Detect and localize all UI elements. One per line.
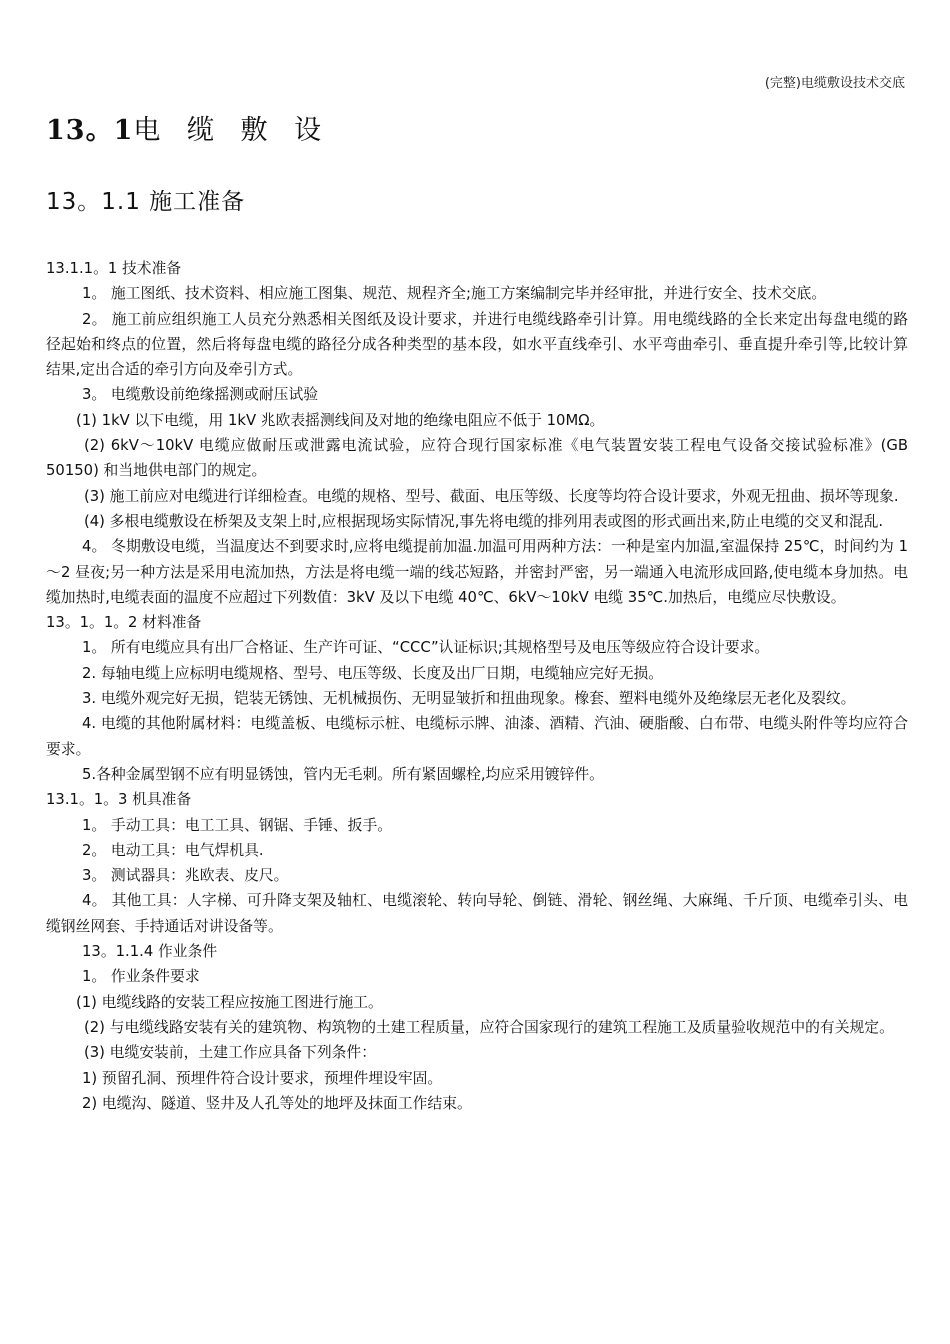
paragraph: 2。 施工前应组织施工人员充分熟悉相关图纸及设计要求，并进行电缆线路牵引计算。用电缆线路的全长来定出每盘电缆的路径起始和终点的位置，然后将每盘电缆的路径分成各种类型的基本段，如水平直线牵引、水平弯曲牵引、垂直提升牵引等,比较计算结果,定出合适的牵引方向及牵引方式。 — [46, 310, 908, 379]
subsection-heading: 13。1.1 施工准备 — [46, 189, 246, 215]
paragraph: (3) 电缆安装前，土建工作应具备下列条件： — [84, 1044, 377, 1062]
running-header: (完整)电缆敷设技术交底 — [764, 76, 905, 91]
paragraph: 4。 其他工具：人字梯、可升降支架及轴杠、电缆滚轮、转向导轮、倒链、滑轮、钢丝绳、大麻绳、千斤顶、电缆牵引头、电缆钢丝网套、手持通话对讲设备等。 — [46, 892, 908, 935]
paragraph: (3) 施工前应对电缆进行详细检查。电缆的规格、型号、截面、电压等级、长度等均符合设计要求，外观无扭曲、损坏等现象. — [84, 487, 899, 505]
paragraph: (1) 电缆线路的安装工程应按施工图进行施工。 — [76, 993, 383, 1011]
paragraph: 1。 施工图纸、技术资料、相应施工图集、规范、规程齐全;施工方案编制完毕并经审批，并进行安全、技术交底。 — [82, 285, 827, 303]
paragraph: 1。 作业条件要求 — [82, 968, 200, 986]
paragraph: 2) 电缆沟、隧道、竖井及人孔等处的地坪及抹面工作结束。 — [82, 1094, 472, 1112]
paragraph: 5.各种金属型钢不应有明显锈蚀，管内无毛刺。所有紧固螺栓,均应采用镀锌件。 — [82, 765, 604, 783]
paragraph: (1) 1kV 以下电缆，用 1kV 兆欧表摇测线间及对地的绝缘电阻应不低于 10MΩ。 — [76, 411, 605, 429]
paragraph: (2) 6kV～10kV 电缆应做耐压或泄露电流试验，应符合现行国家标准《电气装置安装工程电气设备交接试验标准》(GB 50150) 和当地供电部门的规定。 — [46, 437, 908, 480]
paragraph: 3。 测试器具：兆欧表、皮尺。 — [82, 867, 289, 885]
paragraph: 1。 手动工具：电工工具、钢锯、手锤、扳手。 — [82, 816, 393, 834]
paragraph: (4) 多根电缆敷设在桥架及支架上时,应根据现场实际情况,事先将电缆的排列用表或图的形式画出来,防止电缆的交叉和混乱. — [84, 512, 884, 530]
paragraph: 4. 电缆的其他附属材料：电缆盖板、电缆标示桩、电缆标示牌、油漆、酒精、汽油、硬脂酸、白布带、电缆头附件等均应符合要求。 — [46, 715, 908, 758]
paragraph: 2。 电动工具：电气焊机具. — [82, 841, 264, 859]
section-number: 13。1 — [46, 115, 134, 146]
paragraph: 3. 电缆外观完好无损，铠装无锈蚀、无机械损伤、无明显皱折和扭曲现象。橡套、塑料电缆外及绝缘层无老化及裂纹。 — [82, 690, 856, 708]
paragraph: 2. 每轴电缆上应标明电缆规格、型号、电压等级、长度及出厂日期，电缆轴应完好无损。 — [82, 664, 664, 682]
section-title: 电 缆 敷 设 — [133, 115, 331, 146]
paragraph: 13。1.1.4 作业条件 — [82, 943, 218, 961]
paragraph: 1。 所有电缆应具有出厂合格证、生产许可证、“CCC”认证标识;其规格型号及电压等级应符合设计要求。 — [82, 639, 770, 657]
paragraph: 13.1。1。3 机具准备 — [46, 791, 192, 809]
paragraph: 3。 电缆敷设前绝缘摇测或耐压试验 — [82, 386, 319, 404]
paragraph: 4。 冬期敷设电缆，当温度达不到要求时,应将电缆提前加温.加温可用两种方法：一种是室内加温,室温保持 25℃，时间约为 1～2 昼夜;另一种方法是采用电流加热，方法是将电缆一端的线芯短路，并密封严密，另一端通入电流形成回路,使电缆本身加热。电缆加热时,电缆表面的温度不应超过下列数值：3kV 及以下电缆 40℃、6kV～10kV 电缆 35℃.加热后，电缆应尽快敷设。 — [46, 538, 908, 606]
paragraph: (2) 与电缆线路安装有关的建筑物、构筑物的土建工程质量，应符合国家现行的建筑工程施工及质量验收规范中的有关规定。 — [84, 1018, 894, 1036]
section-heading — [46, 108, 330, 147]
paragraph: 13。1。1。2 材料准备 — [46, 614, 202, 632]
document-body — [46, 256, 908, 1116]
paragraph: 13.1.1。1 技术准备 — [46, 260, 182, 277]
paragraph: 1) 预留孔洞、预埋件符合设计要求，预埋件埋设牢固。 — [82, 1069, 443, 1087]
